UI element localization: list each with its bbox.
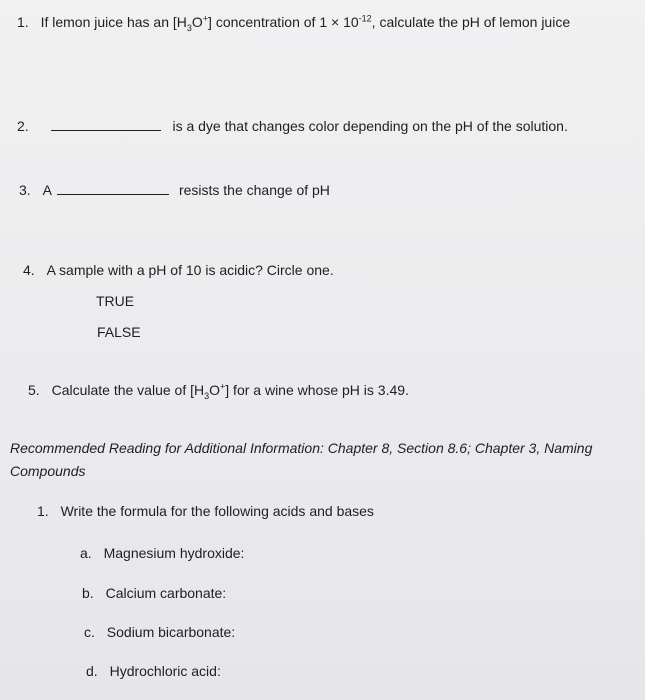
option-true[interactable]: TRUE: [96, 293, 135, 309]
item-text: Sodium bicarbonate:: [106, 624, 236, 640]
answer-blank[interactable]: [51, 118, 161, 131]
question-text: Calculate the value of $[H_3O^+]$ for a wine whose pH is 3.49.: [51, 381, 409, 401]
option-false[interactable]: FALSE: [97, 324, 141, 340]
section2-question-1: [37, 503, 374, 520]
question-number: 2.: [17, 118, 29, 134]
question-number: 1.: [17, 14, 29, 30]
reading-line-1: Recommended Reading for Additional Information: Chapter 8, Section 8.6; Chapter 3, Naming: [10, 440, 593, 456]
item-text: Magnesium hydroxide:: [103, 545, 245, 561]
list-item: [86, 663, 221, 680]
question-3: [19, 182, 330, 199]
question-number: 3.: [19, 182, 31, 198]
question-5: [28, 382, 409, 399]
item-text: Hydrochloric acid:: [109, 663, 221, 679]
item-letter: c.: [84, 624, 95, 640]
item-letter: b.: [82, 585, 94, 601]
question-number: 1.: [37, 503, 49, 519]
list-item: [80, 545, 244, 562]
question-number: 4.: [23, 262, 35, 278]
question-2: [17, 118, 568, 135]
question-text: is a dye that changes color depending on the pH of the solution.: [172, 118, 568, 134]
question-text: Write the formula for the following acids and bases: [60, 503, 374, 519]
question-text: If lemon juice has an $[H_3O^+]$ concentration of $1 \times 10^{-12}$, calculate the pH of lemon juice: [40, 13, 571, 33]
question-text: resists the change of pH: [178, 182, 330, 198]
question-4: [23, 262, 334, 279]
reading-line-2: Compounds: [10, 463, 86, 479]
item-letter: d.: [86, 663, 98, 679]
question-prefix: A: [42, 182, 52, 198]
question-number: 5.: [28, 382, 40, 398]
item-text: Calcium carbonate:: [105, 585, 227, 601]
list-item: [82, 585, 226, 602]
list-item: [84, 624, 235, 641]
answer-blank[interactable]: [57, 182, 169, 195]
question-1: [17, 14, 570, 31]
item-letter: a.: [80, 545, 92, 561]
question-text: A sample with a pH of 10 is acidic? Circle one.: [46, 262, 334, 278]
